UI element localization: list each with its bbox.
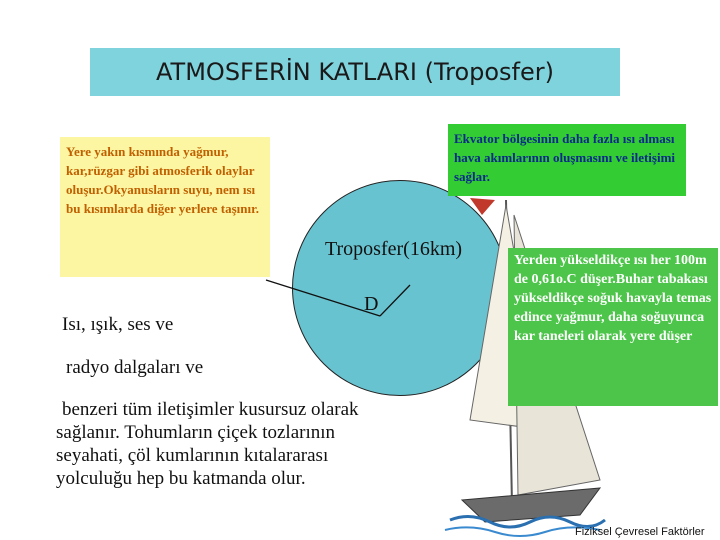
- body-line-3: benzeri tüm iletişimler kusursuz olarak: [62, 399, 359, 420]
- body-line-2: radyo dalgaları ve: [66, 357, 204, 378]
- body-line-5: seyahati, çöl kumlarının kıtalararası: [56, 445, 329, 466]
- connector-line-left: [266, 280, 380, 316]
- green-note-top-text: Ekvator bölgesinin daha fazla ısı alması hava akımlarının oluşmasını ve iletişimi sağlar.: [454, 131, 676, 184]
- body-line-4: sağlanır. Tohumların çiçek tozlarının: [56, 422, 336, 443]
- yellow-note-text: Yere yakın kısmında yağmur, kar,rüzgar gibi atmosferik olaylar oluşur.Okyanusların suyu, nem ısı bu kısımlarda diğer yerlere taşınır.: [66, 144, 259, 216]
- body-line-1: Isı, ışık, ses ve: [62, 314, 174, 335]
- body-line-6: yolculuğu hep bu katmanda olur.: [56, 468, 306, 489]
- connector-line-right: [380, 285, 410, 316]
- footer-text: Fiziksel Çevresel Faktörler: [575, 526, 705, 538]
- troposphere-label: Troposfer(16km): [325, 238, 463, 260]
- d-label: D: [364, 293, 379, 315]
- slide-title: ATMOSFERİN KATLARI (Troposfer): [156, 58, 554, 86]
- green-note-right-text: Yerden yükseldikçe ısı her 100m de 0,61o.C düşer.Buhar tabakası yükseldikçe soğuk havayla temas edince yağmur, daha soğuyunca kar taneleri olarak yere düşer: [514, 253, 712, 344]
- green-note-right: [508, 248, 718, 406]
